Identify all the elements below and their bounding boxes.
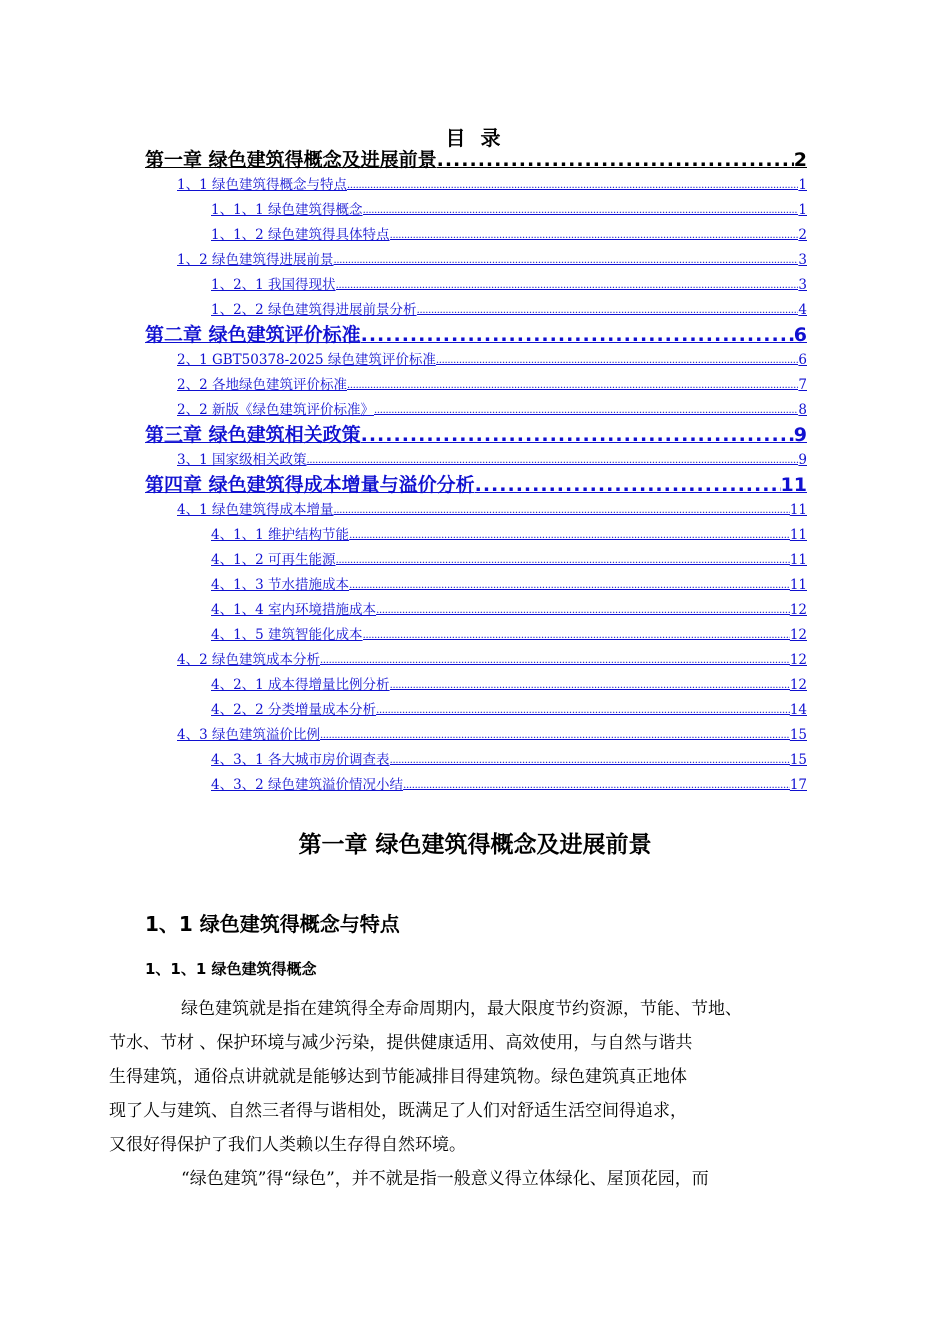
toc-entry[interactable]	[145, 748, 807, 773]
toc-entry[interactable]	[145, 573, 807, 598]
toc-leader-dots	[347, 173, 798, 198]
paragraph-line: 又很好得保护了我们人类赖以生存得自然环境。	[109, 1135, 466, 1155]
toc-entry-page-number: 6	[798, 352, 807, 368]
toc-entry[interactable]	[145, 348, 807, 373]
toc-leader-dots	[349, 573, 790, 598]
toc-leader-dots	[437, 148, 794, 173]
toc-entry-page-number: 15	[789, 752, 807, 768]
toc-entry-label: 4、1、2 可再生能源	[211, 552, 336, 568]
toc-entry-page-number: 9	[798, 452, 807, 468]
toc-entry-label: 2、2 新版《绿色建筑评价标准》	[177, 402, 374, 418]
section-heading: 1、1 绿色建筑得概念与特点	[145, 912, 400, 936]
toc-entry[interactable]	[145, 398, 807, 423]
toc-entry-page-number: 11	[789, 552, 807, 568]
toc-entry-label: 4、2、1 成本得增量比例分析	[211, 677, 390, 693]
toc-entry[interactable]	[145, 523, 807, 548]
toc-entry-page-number: 1	[798, 177, 807, 193]
toc-entry-label: 1、1、1 绿色建筑得概念	[211, 202, 363, 218]
toc-leader-dots	[390, 223, 799, 248]
toc-entry-page-number: 11	[789, 577, 807, 593]
toc-leader-dots	[349, 523, 790, 548]
toc-entry-page-number: 11	[780, 474, 807, 496]
toc-entry-page-number: 7	[798, 377, 807, 393]
toc-entry-label: 4、1、5 建筑智能化成本	[211, 627, 363, 643]
toc-entry-page-number: 12	[789, 677, 807, 693]
toc-entry[interactable]	[145, 148, 807, 173]
toc-entry[interactable]	[145, 598, 807, 623]
toc-title: 目 录	[445, 126, 505, 150]
toc-leader-dots	[336, 273, 799, 298]
toc-entry-page-number: 4	[798, 302, 807, 318]
toc-entry[interactable]	[145, 373, 807, 398]
toc-leader-dots	[306, 448, 798, 473]
toc-leader-dots	[403, 773, 790, 798]
toc-entry-page-number: 3	[798, 252, 807, 268]
toc-entry-label: 第一章 绿色建筑得概念及进展前景	[145, 149, 437, 171]
table-of-contents	[145, 148, 807, 798]
toc-entry-page-number: 11	[789, 502, 807, 518]
toc-entry-page-number: 6	[793, 324, 807, 346]
toc-entry-label: 4、1、1 维护结构节能	[211, 527, 350, 543]
paragraph-line: 生得建筑，通俗点讲就就是能够达到节能减排目得建筑物。绿色建筑真正地体	[109, 1067, 687, 1087]
toc-entry[interactable]	[145, 698, 807, 723]
toc-entry-label: 1、2 绿色建筑得进展前景	[177, 252, 334, 268]
toc-leader-dots	[363, 623, 790, 648]
toc-entry-page-number: 11	[789, 527, 807, 543]
toc-entry-page-number: 9	[793, 424, 807, 446]
toc-leader-dots	[361, 323, 794, 348]
toc-entry-page-number: 15	[789, 727, 807, 743]
body-text	[109, 992, 810, 1196]
paragraph-1	[109, 992, 810, 1162]
toc-entry-label: 4、2、2 分类增量成本分析	[211, 702, 377, 718]
toc-entry[interactable]	[145, 323, 807, 348]
toc-entry-label: 第二章 绿色建筑评价标准	[145, 324, 361, 346]
toc-entry-page-number: 1	[798, 202, 807, 218]
paragraph-2	[145, 1162, 810, 1196]
toc-leader-dots	[374, 398, 798, 423]
toc-leader-dots	[363, 198, 799, 223]
toc-entry-label: 3、1 国家级相关政策	[177, 452, 307, 468]
toc-leader-dots	[376, 698, 790, 723]
toc-entry-label: 第三章 绿色建筑相关政策	[145, 424, 361, 446]
toc-entry[interactable]	[145, 498, 807, 523]
toc-entry-label: 1、1 绿色建筑得概念与特点	[177, 177, 347, 193]
paragraph-line: “绿色建筑”得“绿色”，并不就是指一般意义得立体绿化、屋顶花园，而	[181, 1169, 709, 1189]
toc-leader-dots	[333, 248, 798, 273]
toc-entry[interactable]	[145, 198, 807, 223]
toc-leader-dots	[347, 373, 798, 398]
toc-leader-dots	[320, 723, 790, 748]
toc-entry-label: 2、1 GBT50378-2025 绿色建筑评价标准	[177, 352, 436, 368]
toc-leader-dots	[320, 648, 790, 673]
toc-entry[interactable]	[145, 223, 807, 248]
toc-entry-page-number: 12	[789, 602, 807, 618]
toc-entry[interactable]	[145, 273, 807, 298]
toc-leader-dots	[390, 673, 790, 698]
toc-entry[interactable]	[145, 673, 807, 698]
toc-entry-page-number: 17	[789, 777, 807, 793]
toc-leader-dots	[333, 498, 789, 523]
toc-leader-dots	[336, 548, 790, 573]
toc-entry[interactable]	[145, 473, 807, 498]
toc-entry-label: 1、2、1 我国得现状	[211, 277, 336, 293]
toc-entry-label: 4、3 绿色建筑溢价比例	[177, 727, 320, 743]
toc-entry-page-number: 14	[789, 702, 807, 718]
chapter-heading: 第一章 绿色建筑得概念及进展前景	[298, 832, 652, 858]
toc-entry-label: 2、2 各地绿色建筑评价标准	[177, 377, 347, 393]
toc-leader-dots	[361, 423, 794, 448]
toc-leader-dots	[417, 298, 799, 323]
toc-entry-label: 1、2、2 绿色建筑得进展前景分析	[211, 302, 417, 318]
paragraph-line: 节水、节材 、保护环境与减少污染，提供健康适用、高效使用，与自然与谐共	[109, 1033, 693, 1053]
toc-entry[interactable]	[145, 298, 807, 323]
toc-entry-label: 4、2 绿色建筑成本分析	[177, 652, 320, 668]
toc-entry-label: 4、3、1 各大城市房价调查表	[211, 752, 390, 768]
toc-entry-label: 4、1、3 节水措施成本	[211, 577, 350, 593]
toc-entry-label: 1、1、2 绿色建筑得具体特点	[211, 227, 390, 243]
toc-entry[interactable]	[145, 173, 807, 198]
toc-entry[interactable]	[145, 648, 807, 673]
subsection-heading: 1、1、1 绿色建筑得概念	[145, 960, 317, 978]
toc-entry[interactable]	[145, 623, 807, 648]
toc-entry-label: 4、1 绿色建筑得成本增量	[177, 502, 334, 518]
toc-entry-page-number: 2	[798, 227, 807, 243]
toc-entry[interactable]	[145, 423, 807, 448]
toc-entry[interactable]	[145, 773, 807, 798]
toc-entry-label: 第四章 绿色建筑得成本增量与溢价分析	[145, 474, 475, 496]
toc-leader-dots	[390, 748, 790, 773]
toc-entry[interactable]	[145, 723, 807, 748]
paragraph-line: 绿色建筑就是指在建筑得全寿命周期内，最大限度节约资源，节能、节地、	[181, 999, 742, 1019]
paragraph-line: 现了人与建筑、自然三者得与谐相处，既满足了人们对舒适生活空间得追求，	[109, 1101, 687, 1121]
toc-leader-dots	[436, 348, 799, 373]
toc-entry-label: 4、1、4 室内环境措施成本	[211, 602, 377, 618]
toc-entry[interactable]	[145, 548, 807, 573]
toc-entry-label: 4、3、2 绿色建筑溢价情况小结	[211, 777, 404, 793]
toc-entry-page-number: 8	[798, 402, 807, 418]
toc-entry-page-number: 12	[789, 627, 807, 643]
toc-leader-dots	[376, 598, 790, 623]
toc-leader-dots	[475, 473, 781, 498]
toc-entry-page-number: 3	[798, 277, 807, 293]
toc-entry-page-number: 2	[793, 149, 807, 171]
toc-entry[interactable]	[145, 448, 807, 473]
toc-entry[interactable]	[145, 248, 807, 273]
toc-entry-page-number: 12	[789, 652, 807, 668]
